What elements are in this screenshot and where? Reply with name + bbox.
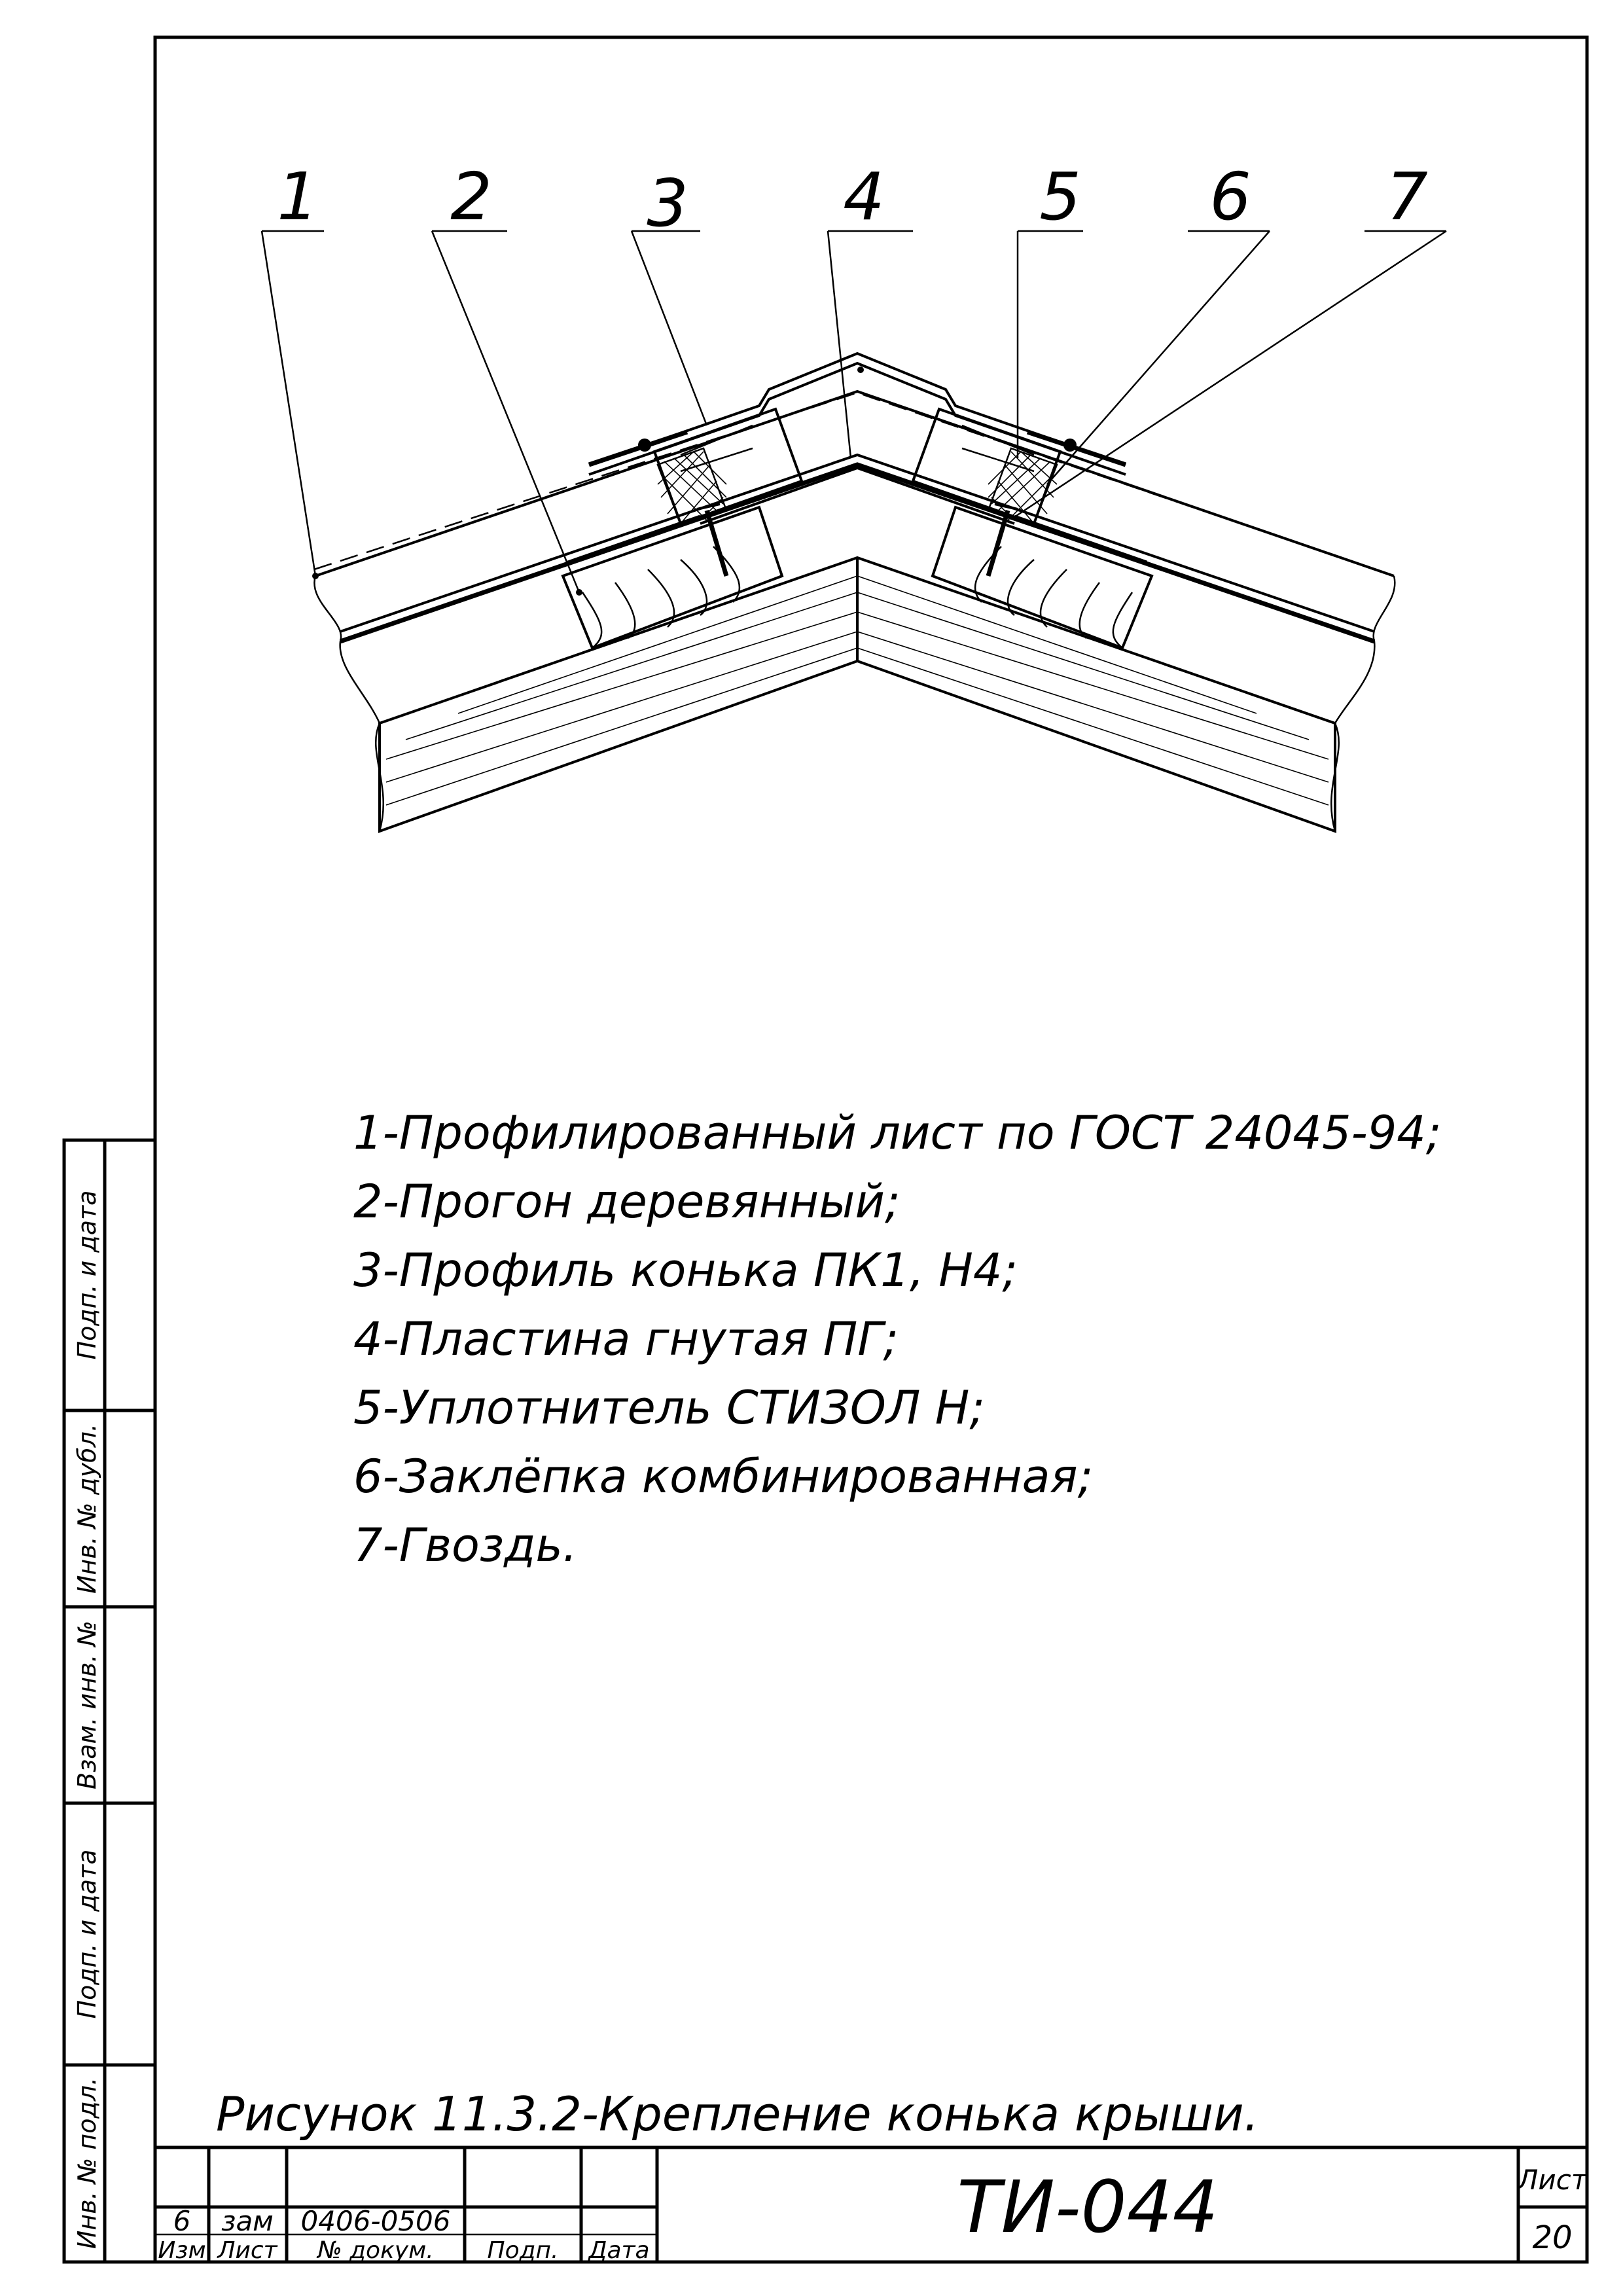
side-stamp	[64, 1140, 155, 2262]
bent-plate	[700, 468, 1014, 524]
side-stamp-label: Подп. и дата	[73, 1849, 101, 2019]
callout-1: 1	[277, 158, 319, 235]
legend-item: 4-Пластина гнутая ПГ;	[353, 1312, 899, 1366]
callout-7: 7	[1386, 158, 1428, 235]
ridge-detail-drawing	[312, 353, 1395, 831]
callout-3: 3	[647, 165, 688, 242]
header-doc: № докум.	[317, 2237, 434, 2264]
legend-item: 5-Уплотнитель СТИЗОЛ Н;	[353, 1381, 985, 1435]
truss-rafters	[376, 558, 1339, 831]
callout-4: 4	[843, 158, 885, 235]
rev-list: зам	[221, 2205, 274, 2237]
ridge-block-right	[913, 409, 1077, 524]
side-stamp-label: Взам. инв. №	[73, 1620, 101, 1790]
legend-item: 2-Прогон деревянный;	[353, 1175, 901, 1229]
callout-6: 6	[1209, 158, 1251, 235]
legend-item: 3-Профиль конька ПК1, Н4;	[353, 1244, 1018, 1297]
purlin-right	[933, 507, 1152, 648]
side-stamp-label: Инв. № дубл.	[73, 1424, 101, 1594]
header-podp: Подп.	[487, 2237, 559, 2264]
figure-caption: Рисунок 11.3.2-Крепление конька крыши.	[216, 2087, 1259, 2142]
header-data: Дата	[588, 2237, 650, 2264]
legend-item: 7-Гвоздь.	[353, 1518, 578, 1572]
callout-numbers	[277, 158, 1428, 242]
rev-izm: 6	[173, 2205, 191, 2237]
legend-item: 1-Профилированный лист по ГОСТ 24045-94;	[353, 1106, 1442, 1160]
rev-doc: 0406-0506	[300, 2205, 451, 2237]
callout-2: 2	[450, 158, 492, 235]
sheet-label: Лист	[1517, 2164, 1588, 2196]
ridge-block-left	[638, 409, 802, 524]
legend-list	[353, 1106, 1441, 1572]
side-stamp-label: Подп. и дата	[73, 1190, 101, 1360]
sheet-number: 20	[1532, 2219, 1573, 2256]
document-designation: ТИ-044	[957, 2165, 1219, 2249]
legend-item: 6-Заклёпка комбинированная;	[353, 1450, 1094, 1503]
callout-leaders	[262, 231, 1446, 592]
purlin-left	[563, 507, 782, 648]
callout-5: 5	[1039, 158, 1081, 235]
title-block	[155, 2147, 1588, 2264]
header-izm: Изм	[158, 2237, 206, 2264]
side-stamp-label: Инв. № подл.	[73, 2077, 101, 2250]
header-list: Лист	[217, 2237, 277, 2264]
